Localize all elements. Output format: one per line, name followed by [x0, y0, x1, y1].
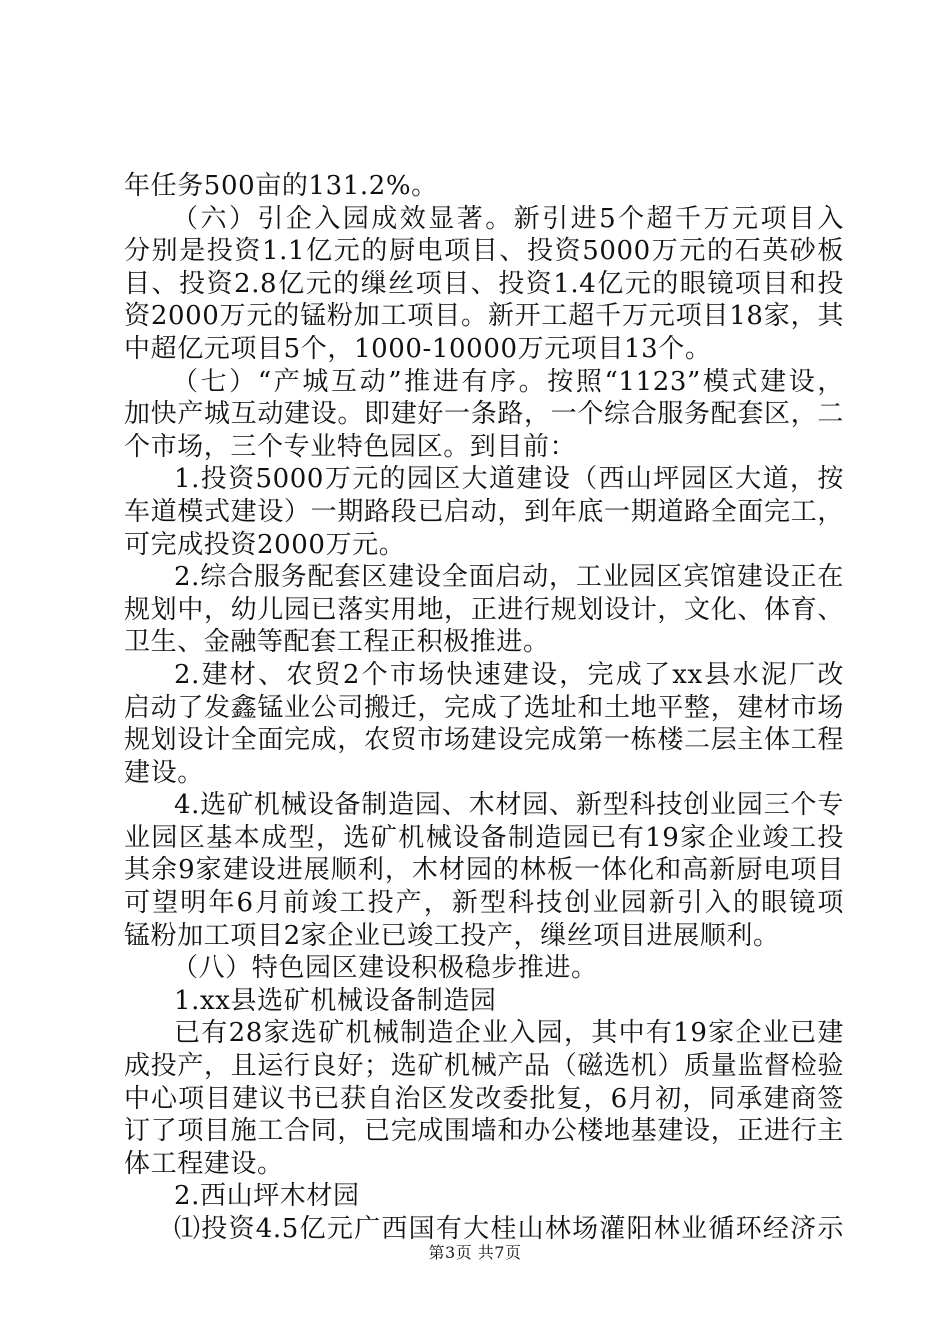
paragraph-line: 建设。 — [124, 757, 204, 788]
paragraph-line: 目、投资2.8亿元的缫丝项目、投资1.4亿元的眼镜项目和投 — [124, 268, 844, 299]
paragraph-line: （六）引企入园成效显著。新引进5个超千万元项目入 — [172, 203, 844, 234]
paragraph-line: 4.选矿机械设备制造园、木材园、新型科技创业园三个专 — [174, 790, 844, 821]
paragraph-line: （七）“产城互动”推进有序。按照“1123”模式建设， — [172, 366, 844, 397]
paragraph-line: ⑴投资4.5亿元广西国有大桂山林场灌阳林业循环经济示 — [174, 1214, 844, 1244]
paragraph-line: 规划中，幼儿园已落实用地，正进行规划设计，文化、体育、 — [124, 594, 844, 625]
body-text — [124, 170, 844, 1246]
paragraph-line: 1.投资5000万元的园区大道建设（西山坪园区大道，按 — [174, 464, 844, 495]
paragraph-line: 卫生、金融等配套工程正积极推进。 — [124, 627, 550, 658]
paragraph-line: 2.综合服务配套区建设全面启动，工业园区宾馆建设正在 — [174, 562, 844, 593]
paragraph-line: 车道模式建设）一期路段已启动，到年底一期道路全面完工， — [124, 496, 844, 527]
section-heading: （八）特色园区建设积极稳步推进。 — [172, 953, 598, 984]
paragraph-line: 年任务500亩的131.2%。 — [124, 171, 438, 201]
paragraph-line: 2.建材、农贸2个市场快速建设，完成了xx县水泥厂改 — [174, 659, 844, 690]
paragraph-line: 成投产，且运行良好；选矿机械产品（磁选机）质量监督检验 — [124, 1051, 844, 1082]
subsection-heading: 1.xx县选矿机械设备制造园 — [174, 985, 497, 1016]
paragraph-line: 中心项目建议书已获自治区发改委批复，6月初，同承建商签 — [124, 1083, 844, 1114]
paragraph-line: 加快产城互动建设。即建好一条路，一个综合服务配套区，二 — [124, 399, 844, 430]
paragraph-line: 其余9家建设进展顺利，木材园的林板一体化和高新厨电项目 — [124, 855, 844, 886]
paragraph-line: 个市场，三个专业特色园区。到目前： — [124, 431, 577, 462]
subsection-heading: 2.西山坪木材园 — [174, 1181, 360, 1212]
paragraph-line: 已有28家选矿机械制造企业入园，其中有19家企业已建 — [174, 1018, 844, 1049]
paragraph-line: 资2000万元的锰粉加工项目。新开工超千万元项目18家，其 — [124, 301, 844, 332]
paragraph-line: 锰粉加工项目2家企业已竣工投产，缫丝项目进展顺利。 — [124, 920, 780, 951]
paragraph-line: 规划设计全面完成，农贸市场建设完成第一栋楼二层主体工程 — [124, 725, 844, 756]
paragraph-line: 业园区基本成型，选矿机械设备制造园已有19家企业竣工投 — [124, 822, 844, 853]
paragraph-line: 可完成投资2000万元。 — [124, 529, 406, 560]
paragraph-line: 体工程建设。 — [124, 1148, 284, 1179]
paragraph-line: 中超亿元项目5个，1000-10000万元项目13个。 — [124, 333, 712, 364]
page-footer: 第3页 共7页 — [428, 1243, 522, 1262]
paragraph-line: 可望明年6月前竣工投产，新型科技创业园新引入的眼镜项 — [124, 888, 844, 919]
paragraph-line: 订了项目施工合同，已完成围墙和办公楼地基建设，正进行主 — [124, 1116, 844, 1147]
paragraph-line: 启动了发鑫锰业公司搬迁，完成了选址和土地平整，建材市场 — [124, 692, 844, 723]
paragraph-line: 分别是投资1.1亿元的厨电项目、投资5000万元的石英砂板 — [124, 236, 844, 267]
